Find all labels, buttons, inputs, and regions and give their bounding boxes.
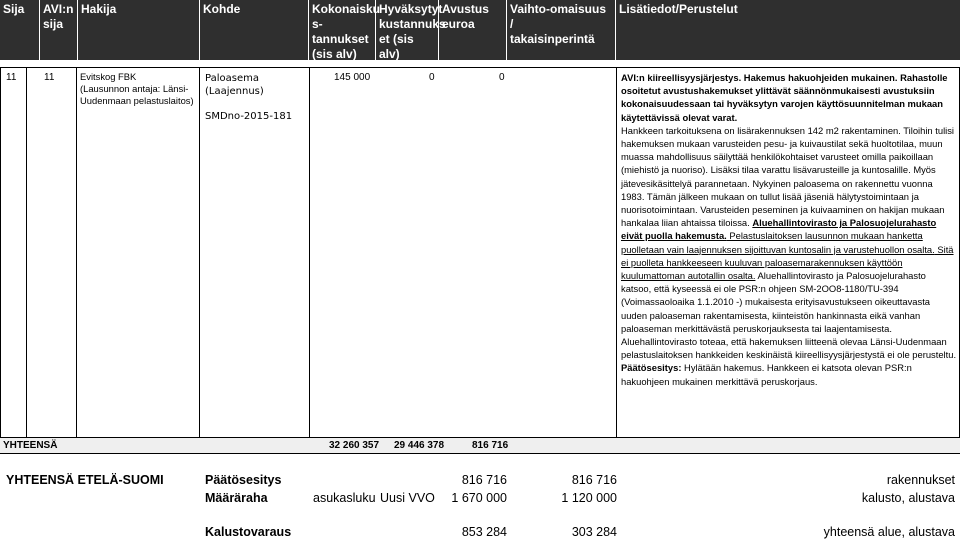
total-row: [0, 437, 960, 454]
summary-value: 1 670 000: [451, 491, 507, 505]
summary-label-kalustovaraus: Kalustovaraus: [205, 525, 292, 539]
desc-text: Aluehallintovirasto ja Palosuojelurahasto katsoo, että kyseessä ei ole PSR:n ohjeen SM-2OO8-1180/TU-394 (Voimassaoloaika 1.1.2010 -) mukaisesta erityisavustukseen oikeuttavasta uuden paloaseman rakentamisesta, kiinteistön hankinnasta eikä vanhan paloaseman merkittävästä peruskorjauksesta tai laajentamisesta. Aluehallintovirasto toteaa, että hakemuksen liitteenä olevaa Länsi-Uudenmaan pelastuslaitoksen hankkeiden keskinäistä kiireellisyysjärjestystä ei ole perusteltu.: [621, 270, 957, 361]
row-top-border: [0, 67, 960, 68]
summary-asukasluku: asukasluku: [313, 491, 376, 505]
cell-avi-sija: 11: [44, 72, 55, 83]
col-divider: [309, 67, 310, 437]
summary-note: rakennukset: [886, 473, 955, 487]
header-vaihto-omaisuus: Vaihto-omaisuus / takaisinperintä: [507, 0, 616, 60]
summary-label-paatosesitys: Päätösesitys: [205, 473, 282, 487]
desc-statement: Sitä ei puolleta hankkeeseen kuuluvan paloasemarakennuksen käyttöön kuulumattoman autotallin osalta.: [621, 243, 954, 282]
desc-verdict: Aluehallintovirasto ja Palosuojelurahasto eivät puolla hakemusta.: [621, 217, 937, 242]
cell-lisatiedot: [621, 71, 957, 388]
summary-value: 853 284: [461, 525, 507, 539]
desc-paragraph-3: [621, 361, 957, 387]
summary-value: 816 716: [571, 473, 617, 487]
col-divider: [616, 67, 617, 437]
cell-hakija: Evitskog FBK (Lausunnon antaja: Länsi- Uudenmaan pelastuslaitos): [80, 71, 194, 106]
header-lisatiedot: Lisätiedot/Perustelut: [619, 2, 738, 16]
summary-note: yhteensä alue, alustava: [823, 525, 955, 539]
desc-decision-label: Päätösesitys:: [621, 362, 682, 374]
kohde-name: Paloasema: [205, 73, 259, 84]
header-sija: Sija: [0, 0, 40, 60]
desc-text: Hankkeen tarkoituksena on lisärakennuksen 142 m2 rakentaminen. Tiloihin tulisi hakemuksen mukaan varusteiden pesu- ja kuivaustilat sekä huoltotilaa, muun muassa mahdollisuus säilyttää henkilökohtaiset varusteet omilla paikoillaan (miehistö ja nuoriso). Lisäksi tilaa varattu lisävarusteille ja kuntosalille. Myös jätevesikäsittelyä parannetaan. Nykyinen paloasema on rakennettu vuonna 1983. Tämän jälkeen mukaan on tullut lisää jäseniä hälytystoimintaan ja nuorisotoimintaan. Varusteiden peseminen ja kuivaaminen on hakijan mukaan hankalaa liian ahtaissa tiloissa.: [621, 124, 954, 229]
summary-value: 303 284: [571, 525, 617, 539]
cell-sija: 11: [6, 72, 17, 83]
header-avustus: Avustus euroa: [439, 0, 507, 60]
col-divider: [76, 67, 77, 437]
header-avi-sija: AVI:n sija: [40, 0, 78, 60]
summary-value: 1 120 000: [561, 491, 617, 505]
desc-statement: Pelastuslaitoksen lausunnon mukaan hanketta puolletaan vain laajennuksen sijoittuvan kuntosalin ja varustehuollon osalta.: [621, 230, 935, 255]
col-divider: [26, 67, 27, 437]
total-label: YHTEENSÄ: [3, 440, 58, 451]
total-avustus: 816 716: [472, 440, 509, 451]
header-kohde: Kohde: [200, 0, 309, 60]
desc-paragraph-1: AVI:n kiireellisyysjärjestys. Hakemus hakuohjeiden mukainen. Rahastolle osoitetut avustushakemukset ylittävät säännönmukaisesti avustuksiin kokonaisuudessaan tai hyväksytyn varojen käyttösuunnitelman mukaan käytettävissä olevat varat.: [621, 72, 948, 123]
total-hyvaksytyt: 29 446 378: [394, 440, 445, 451]
kohde-type: (Laajennus): [205, 86, 264, 97]
header-hakija: Hakija: [78, 0, 200, 60]
cell-kokonaiskustannukset: 145 000: [334, 72, 371, 83]
table-header: [0, 0, 960, 60]
cell-kohde: [205, 72, 264, 98]
cell-hyvaksytyt: 0: [429, 72, 435, 83]
header-hyvaksytyt: Hyväksytyt kustannuks et (sis alv): [376, 0, 439, 60]
summary-region: YHTEENSÄ ETELÄ-SUOMI: [6, 473, 164, 487]
desc-paragraph-2: [621, 124, 957, 362]
desc-decision-text: Hylätään hakemus. Hankkeen ei katsota olevan PSR:n hakuohjeen mukainen merkittävä peruskorjaus.: [621, 362, 912, 387]
summary-value: 816 716: [461, 473, 507, 487]
col-divider: [199, 67, 200, 437]
total-kokonaiskustannukset: 32 260 357: [329, 440, 380, 451]
cell-avustus: 0: [499, 72, 505, 83]
summary-label-maararaha: Määräraha: [205, 491, 268, 505]
summary-note: kalusto, alustava: [861, 491, 955, 505]
header-kokonaiskustannukset: Kokonaisku s-tannukset (sis alv): [309, 0, 376, 60]
summary-uusi-vvo: Uusi VVO: [380, 491, 435, 505]
col-divider: [0, 67, 1, 437]
kohde-id: SMDno-2015-181: [205, 111, 293, 122]
